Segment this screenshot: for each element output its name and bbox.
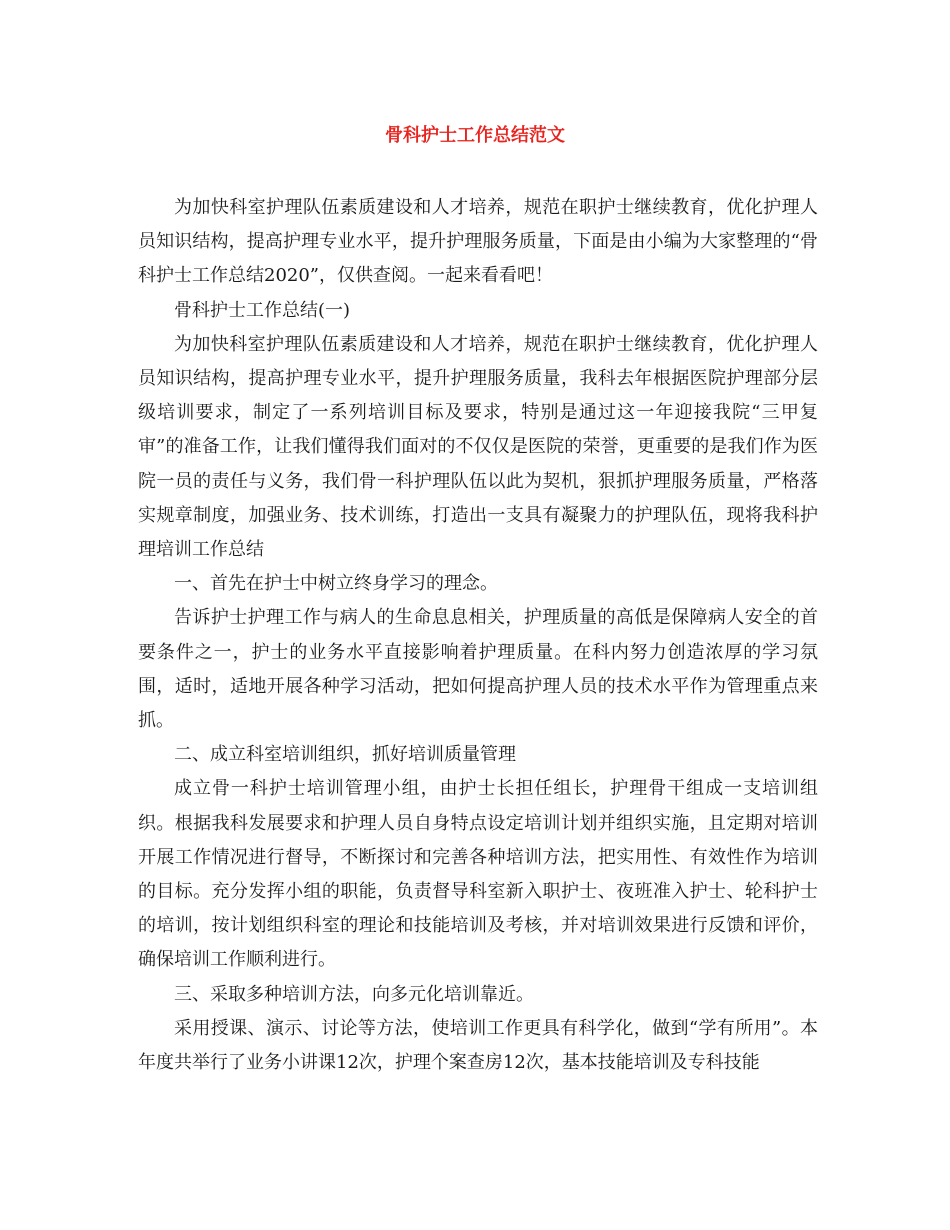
subsection-heading: 二、成立科室培训组织，抓好培训质量管理: [174, 744, 516, 766]
body-paragraph: 告诉护士护理工作与病人的生命息息相关，护理质量的高低是保障病人安全的首要条件之一，护士的业务水平直接影响着护理质量。在科内努力创造浓厚的学习氛围，适时，适地开展各种学习活动，把如何提高护理人员的技术水平作为管理重点来抓。: [138, 607, 818, 732]
body-paragraph: 为加快科室护理队伍素质建设和人才培养，规范在职护士继续教育，优化护理人员知识结构，提高护理专业水平，提升护理服务质量，我科去年根据医院护理部分层级培训要求，制定了一系列培训目标及要求，特别是通过这一年迎接我院“三甲复审”的准备工作，让我们懂得我们面对的不仅仅是医院的荣誉，更重要的是我们作为医院一员的责任与义务，我们骨一科护理队伍以此为契机，狠抓护理服务质量，严格落实规章制度，加强业务、技术训练，打造出一支具有凝聚力的护理队伍，现将我科护理培训工作总结: [138, 333, 818, 561]
subsection-heading: 三、采取多种培训方法，向多元化培训靠近。: [174, 983, 534, 1005]
document-title: 骨科护士工作总结范文: [385, 125, 565, 146]
body-paragraph: 成立骨一科护士培训管理小组，由护士长担任组长，护理骨干组成一支培训组织。根据我科发展要求和护理人员自身特点设定培训计划并组织实施，且定期对培训开展工作情况进行督导，不断探讨和完善各种培训方法，把实用性、有效性作为培训的目标。充分发挥小组的职能，负责督导科室新入职护士、夜班准入护士、轮科护士的培训，按计划组织科室的理论和技能培训及考核，并对培训效果进行反馈和评价，确保培训工作顺利进行。: [138, 778, 818, 971]
document-body: [138, 191, 818, 1080]
intro-paragraph: 为加快科室护理队伍素质建设和人才培养，规范在职护士继续教育，优化护理人员知识结构，提高护理专业水平，提升护理服务质量，下面是由小编为大家整理的“骨科护士工作总结2020”，仅供查阅。一起来看看吧！: [138, 197, 818, 287]
subsection-heading: 一、首先在护士中树立终身学习的理念。: [174, 573, 498, 595]
section-heading: 骨科护士工作总结(一): [174, 299, 351, 321]
body-paragraph: 采用授课、演示、讨论等方法，使培训工作更具有科学化，做到“学有所用”。本年度共举行了业务小讲课12次，护理个案查房12次，基本技能培训及专科技能: [138, 1017, 818, 1074]
